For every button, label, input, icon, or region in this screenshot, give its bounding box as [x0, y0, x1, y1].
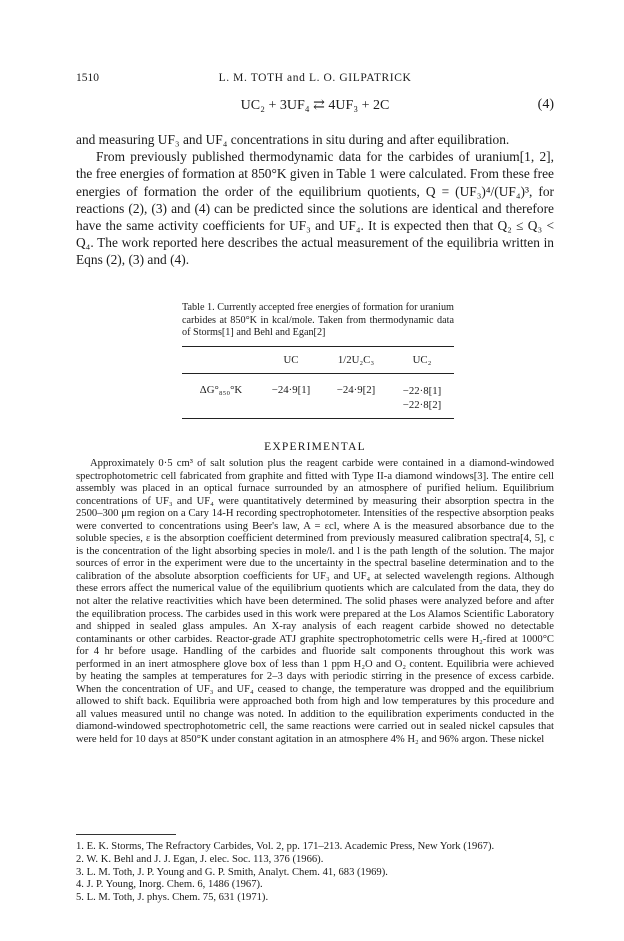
cell-uc: −24·9[1]: [271, 383, 311, 396]
reference-item: 1. E. K. Storms, The Refractory Carbides, Vol. 2, pp. 171–213. Academic Press, New York (1967).: [76, 841, 495, 852]
cell-uc2-ref2: −22·8[2]: [402, 398, 442, 411]
reference-item: 2. W. K. Behl and J. J. Egan, J. elec. Soc. 113, 376 (1966).: [76, 853, 324, 865]
equation-body: UC₂ + 3UF₄ ⇄ 4UF₃ + 2C: [240, 98, 390, 113]
row-label: ΔG°₈₅₀°K: [199, 383, 243, 396]
table-header-u2c3: 1/2U₂C₃: [337, 353, 375, 366]
intro-text: [76, 131, 554, 269]
section-title-experimental: EXPERIMENTAL: [264, 441, 366, 453]
equation-number: (4): [537, 97, 554, 112]
table-header-uc2: UC₂: [412, 353, 432, 366]
cell-uc2: [390, 384, 454, 418]
reference-item: 4. J. P. Young, Inorg. Chem. 6, 1486 (1967).: [76, 879, 263, 891]
experimental-paragraph: Approximately 0·5 cm³ of salt solution plus the reagent carbide were contained in a diamond-windowed spectrophotometric cell fabricated from graphite and fitted with Type II-a diamond windows[3]. The entire cell assembly was placed in an optical furnace surrounded by an atmosphere of purified helium. Equilibrium concentrations of UF₃ and UF₄ were quantitatively determined by measuring their absorption spectra in the 2500–300 μm region on a Cary 14-H recording spectrophotometer. Intensities of the respective absorption peaks were converted to concentrations using Beer's law, A = εcl, where A is the measured absorbance due to the soluble species, ε is the absorption coefficient determined from previously measured calibration spectra[4, 5], c is the concentration of the light absorbing species in mole/l. and l is the path length of the solution. The major sources of error in the experiment were due to the uncertainty in the spectral baseline determination and to the calibration of the absolute absorption coefficients for UF₃ and UF₄ at selected wavelength regions. Although these errors affect the numerical value of the equilibrium quotients which are calculated from the data, they do not alter the relative reactivities which have been determined. The solid phases were analyzed before and after the equilibration process. The carbides used in this work were prepared at the Los Alamos Scientific Laboratory and shipped in sealed glass ampules. An X-ray analysis of each reagent carbide showed no detectable contaminants or other carbides. Reactor-grade ATJ graphite spectrophotometric cells were H₂-fired at 1000°C for 4 hr before usage. Handling of the carbides and fluoride salt components throughout this work was performed in an inert atmosphere glove box of less than 1 ppm H₂O and O₂ content. Equilibria were achieved by heating the samples at temperatures for 2–3 days with periodic stirring in the presence of excess carbide. When the concentration of UF₃ and UF₄ ceased to change, the temperature was dropped and the equilibrium allowed to shift back. Equilibria were approached both from high and low temperatures by this procedure and all values measured until no change was noted. In addition to the equilibration experiments conducted in the diamond-windowed spectrophotometric cell, the same reactions were carried out in sealed nickel capsules that were held for 10 days at 850°K under constant agitation in an atmosphere 4% H₂ and 96% argon. These nickel: [76, 458, 554, 746]
intro-paragraph-2: From previously published thermodynamic data for the carbides of uranium[1, 2], the free energies of formation at 850°K given in Table 1 were calculated. From these free energies of formation the order of the equilibrium quotients, Q = (UF₃)⁴/(UF₄)³, for reactions (2), (3) and (4) can be predicted since the solutions are identical and therefore have the same activity coefficients for UF₃ and UF₄. It is expected then that Q₂ ≤ Q₃ < Q₄. The work reported here describes the actual measurement of the equilibria written in Eqns (2), (3) and (4).: [76, 149, 554, 268]
intro-paragraph-1: and measuring UF₃ and UF₄ concentrations in situ during and after equilibration.: [76, 132, 510, 147]
table-1: [182, 302, 454, 419]
table-header-row: [182, 347, 454, 374]
cell-uc2-ref1: −22·8[1]: [402, 384, 442, 397]
table-caption: Table 1. Currently accepted free energies of formation for uranium carbides at 850°K in kcal/mole. Taken from thermodynamic data of Storms[1] and Behl and Egan[2]: [182, 302, 454, 339]
footnote-rule: [76, 834, 176, 835]
running-authors: L. M. TOTH and L. O. GILPATRICK: [218, 72, 412, 84]
table-header-uc: UC: [283, 353, 299, 366]
footnote-references: [76, 834, 554, 905]
cell-u2c3: −24·9[2]: [336, 383, 376, 396]
experimental-text: [76, 458, 554, 747]
page-number: 1510: [76, 72, 99, 84]
free-energy-table: [182, 346, 454, 419]
table-row: [182, 374, 454, 418]
reference-item: 3. L. M. Toth, J. P. Young and G. P. Smith, Analyt. Chem. 41, 683 (1969).: [76, 866, 388, 878]
reference-item: 5. L. M. Toth, J. phys. Chem. 75, 631 (1971).: [76, 892, 269, 904]
